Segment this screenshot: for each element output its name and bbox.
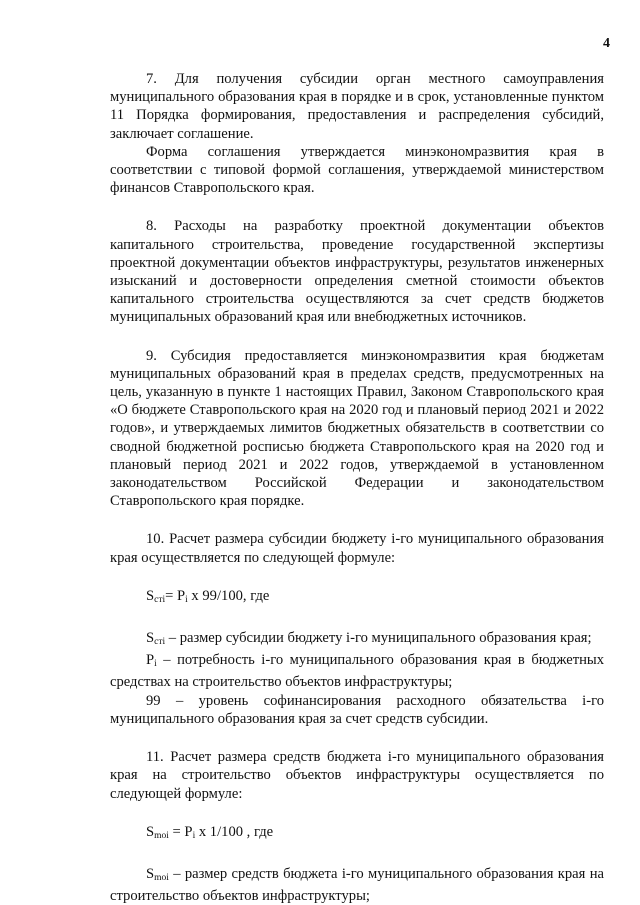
paragraph-10: 10. Расчет размера субсидии бюджету i-го муниципального образования края осуществляется по следующей формуле: xyxy=(110,531,604,566)
paragraph-7-agreement-form: Форма соглашения утверждается минэкономразвития края в соответствии с типовой формой соглашения, утверждаемой министерством финансов Ставропольского края. xyxy=(110,143,604,197)
definition-s-moi: $S_{moi}$ – размер средств бюджета i-го муниципального образования края на строительство объектов инфраструктуры; xyxy=(110,865,604,905)
paragraph-9: 9. Субсидия предоставляется минэкономразвития края бюджетам муниципальных образований края в пределах средств, предусмотренных на цель, указанную в пункте 1 настоящих Правил, Законом Ставропольского края «О бюджете Ставропольского края на 2020 год и плановый период 2021 и 2022 годов», и утверждаемых лимитов бюджетных обязательств в соответствии со сводной бюджетной росписью бюджета Ставропольского края на 2020 год и плановый период 2021 и 2022 годов, утверждаемой в установленном законодательством Российской Федерации и законодательством Ставропольского края порядке. xyxy=(110,347,604,510)
page-number: 4 xyxy=(603,36,610,51)
paragraph-7: 7. Для получения субсидии орган местного самоуправления муниципального образования края в порядке и в срок, установленные пунктом 11 Порядка формирования, предоставления и распределения субсидий, заключает соглашение. xyxy=(110,71,604,142)
formula-municipal-funds: $S_{moi} = P_i$ x 1/100 , где xyxy=(146,823,274,841)
definition-p-i: $P_i$ – потребность i-го муниципального образования края в бюджетных средствах на строительство объектов инфраструктуры; xyxy=(110,652,604,691)
document-body xyxy=(110,70,604,905)
paragraph-11: 11. Расчет размера средств бюджета i-го муниципального образования края на строительство объектов инфраструктуры осуществляется по следующей формуле: xyxy=(110,749,604,802)
definition-s-sti: $S_{cтi}$ – размер субсидии бюджету i-го муниципального образования края; xyxy=(146,630,592,648)
formula-subsidy: $S_{cтi}= P_i$ x 99/100, где xyxy=(146,587,270,605)
paragraph-8: 8. Расходы на разработку проектной документации объектов капитального строительства, проведение государственной экспертизы проектной документации объектов инфраструктуры, результатов инженерных изысканий и достоверности определения сметной стоимости объектов капитального строительства осуществляются за счет средств бюджетов муниципальных образований края или внебюджетных источников. xyxy=(110,218,604,326)
definition-99: 99 – уровень софинансирования расходного обязательства i-го муниципального образования края за счет средств субсидии. xyxy=(110,692,604,727)
